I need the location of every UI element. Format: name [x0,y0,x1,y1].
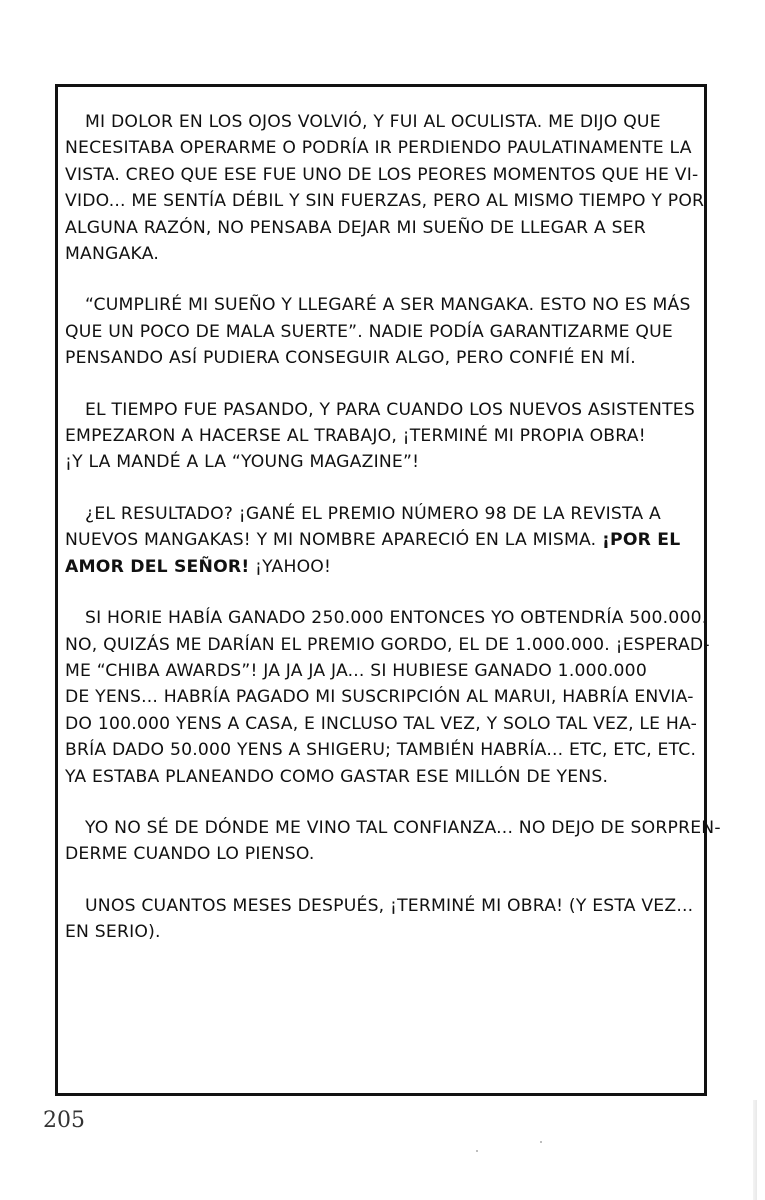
text-fragment: ¡YAHOO! [255,556,332,577]
text-line: YA ESTABA PLANEANDO COMO GASTAR ESE MILLÓN DE YENS. [65,766,609,787]
text-line: MANGAKA. [65,244,160,265]
text-line: EL TIEMPO FUE PASANDO, Y PARA CUANDO LOS NUEVOS ASISTENTES [85,399,695,420]
text-line: DO 100.000 YENS A CASA, E INCLUSO TAL VEZ, Y SOLO TAL VEZ, LE HA- [65,713,698,734]
text-line: EN SERIO). [65,922,161,943]
paragraph [65,815,721,868]
text-line: ¡Y LA MANDÉ A LA “YOUNG MAGAZINE”! [65,452,420,473]
text-line: BRÍA DADO 50.000 YENS A SHIGERU; TAMBIÉN HABRÍA... ETC, ETC, ETC. [65,740,697,761]
text-fragment: NUEVOS MANGAKAS! Y MI NOMBRE APARECIÓ EN LA MISMA. [65,530,597,551]
emphasis-text: ¡POR EL [602,530,681,551]
paragraph [65,501,705,580]
text-line: NO, QUIZÁS ME DARÍAN EL PREMIO GORDO, EL DE 1.000.000. ¡ESPERAD- [65,634,710,655]
text-panel [55,84,721,1096]
text-line: MI DOLOR EN LOS OJOS VOLVIÓ, Y FUI AL OCULISTA. ME DIJO QUE [85,112,661,132]
text-line [65,527,705,553]
emphasis-text: AMOR DEL SEÑOR! [65,556,250,577]
paragraph [65,605,710,790]
text-line: QUE UN POCO DE MALA SUERTE”. NADIE PODÍA GARANTIZARME QUE [65,321,673,342]
text-line: ALGUNA RAZÓN, NO PENSABA DEJAR MI SUEÑO DE LLEGAR A SER [65,217,646,238]
text-line: NECESITABA OPERARME O PODRÍA IR PERDIENDO PAULATINAMENTE LA [65,138,692,159]
text-line: EMPEZARON A HACERSE AL TRABAJO, ¡TERMINÉ MI PROPIA OBRA! [65,426,646,447]
text-line [65,554,705,580]
text-line: DE YENS... HABRÍA PAGADO MI SUSCRIPCIÓN AL MARUI, HABRÍA ENVIA- [65,687,694,708]
scan-edge-shadow [753,1100,757,1200]
text-line: DERME CUANDO LO PIENSO. [65,844,315,865]
paragraph [65,893,705,946]
paragraph [65,109,705,267]
text-body [65,109,721,971]
text-line: UNOS CUANTOS MESES DESPUÉS, ¡TERMINÉ MI OBRA! (Y ESTA VEZ... [85,895,694,916]
paragraph [65,397,705,476]
paragraph [65,292,705,371]
scan-speck [540,1141,542,1143]
text-line: ¿EL RESULTADO? ¡GANÉ EL PREMIO NÚMERO 98 DE LA REVISTA A [85,503,661,524]
text-line: YO NO SÉ DE DÓNDE ME VINO TAL CONFIANZA... NO DEJO DE SORPREN- [85,817,721,838]
text-line: VIDO... ME SENTÍA DÉBIL Y SIN FUERZAS, PERO AL MISMO TIEMPO Y POR [65,191,705,212]
text-line: ME “CHIBA AWARDS”! JA JA JA JA... SI HUBIESE GANADO 1.000.000 [65,660,647,681]
text-line: SI HORIE HABÍA GANADO 250.000 ENTONCES YO OBTENDRÍA 500.000. [85,608,708,629]
text-line: VISTA. CREO QUE ESE FUE UNO DE LOS PEORES MOMENTOS QUE HE VI- [65,164,699,185]
text-line: “CUMPLIRÉ MI SUEÑO Y LLEGARÉ A SER MANGAKA. ESTO NO ES MÁS [85,295,691,316]
page-number: 205 [43,1108,85,1133]
scan-speck [476,1150,478,1152]
text-line: PENSANDO ASÍ PUDIERA CONSEGUIR ALGO, PERO CONFIÉ EN MÍ. [65,348,636,369]
